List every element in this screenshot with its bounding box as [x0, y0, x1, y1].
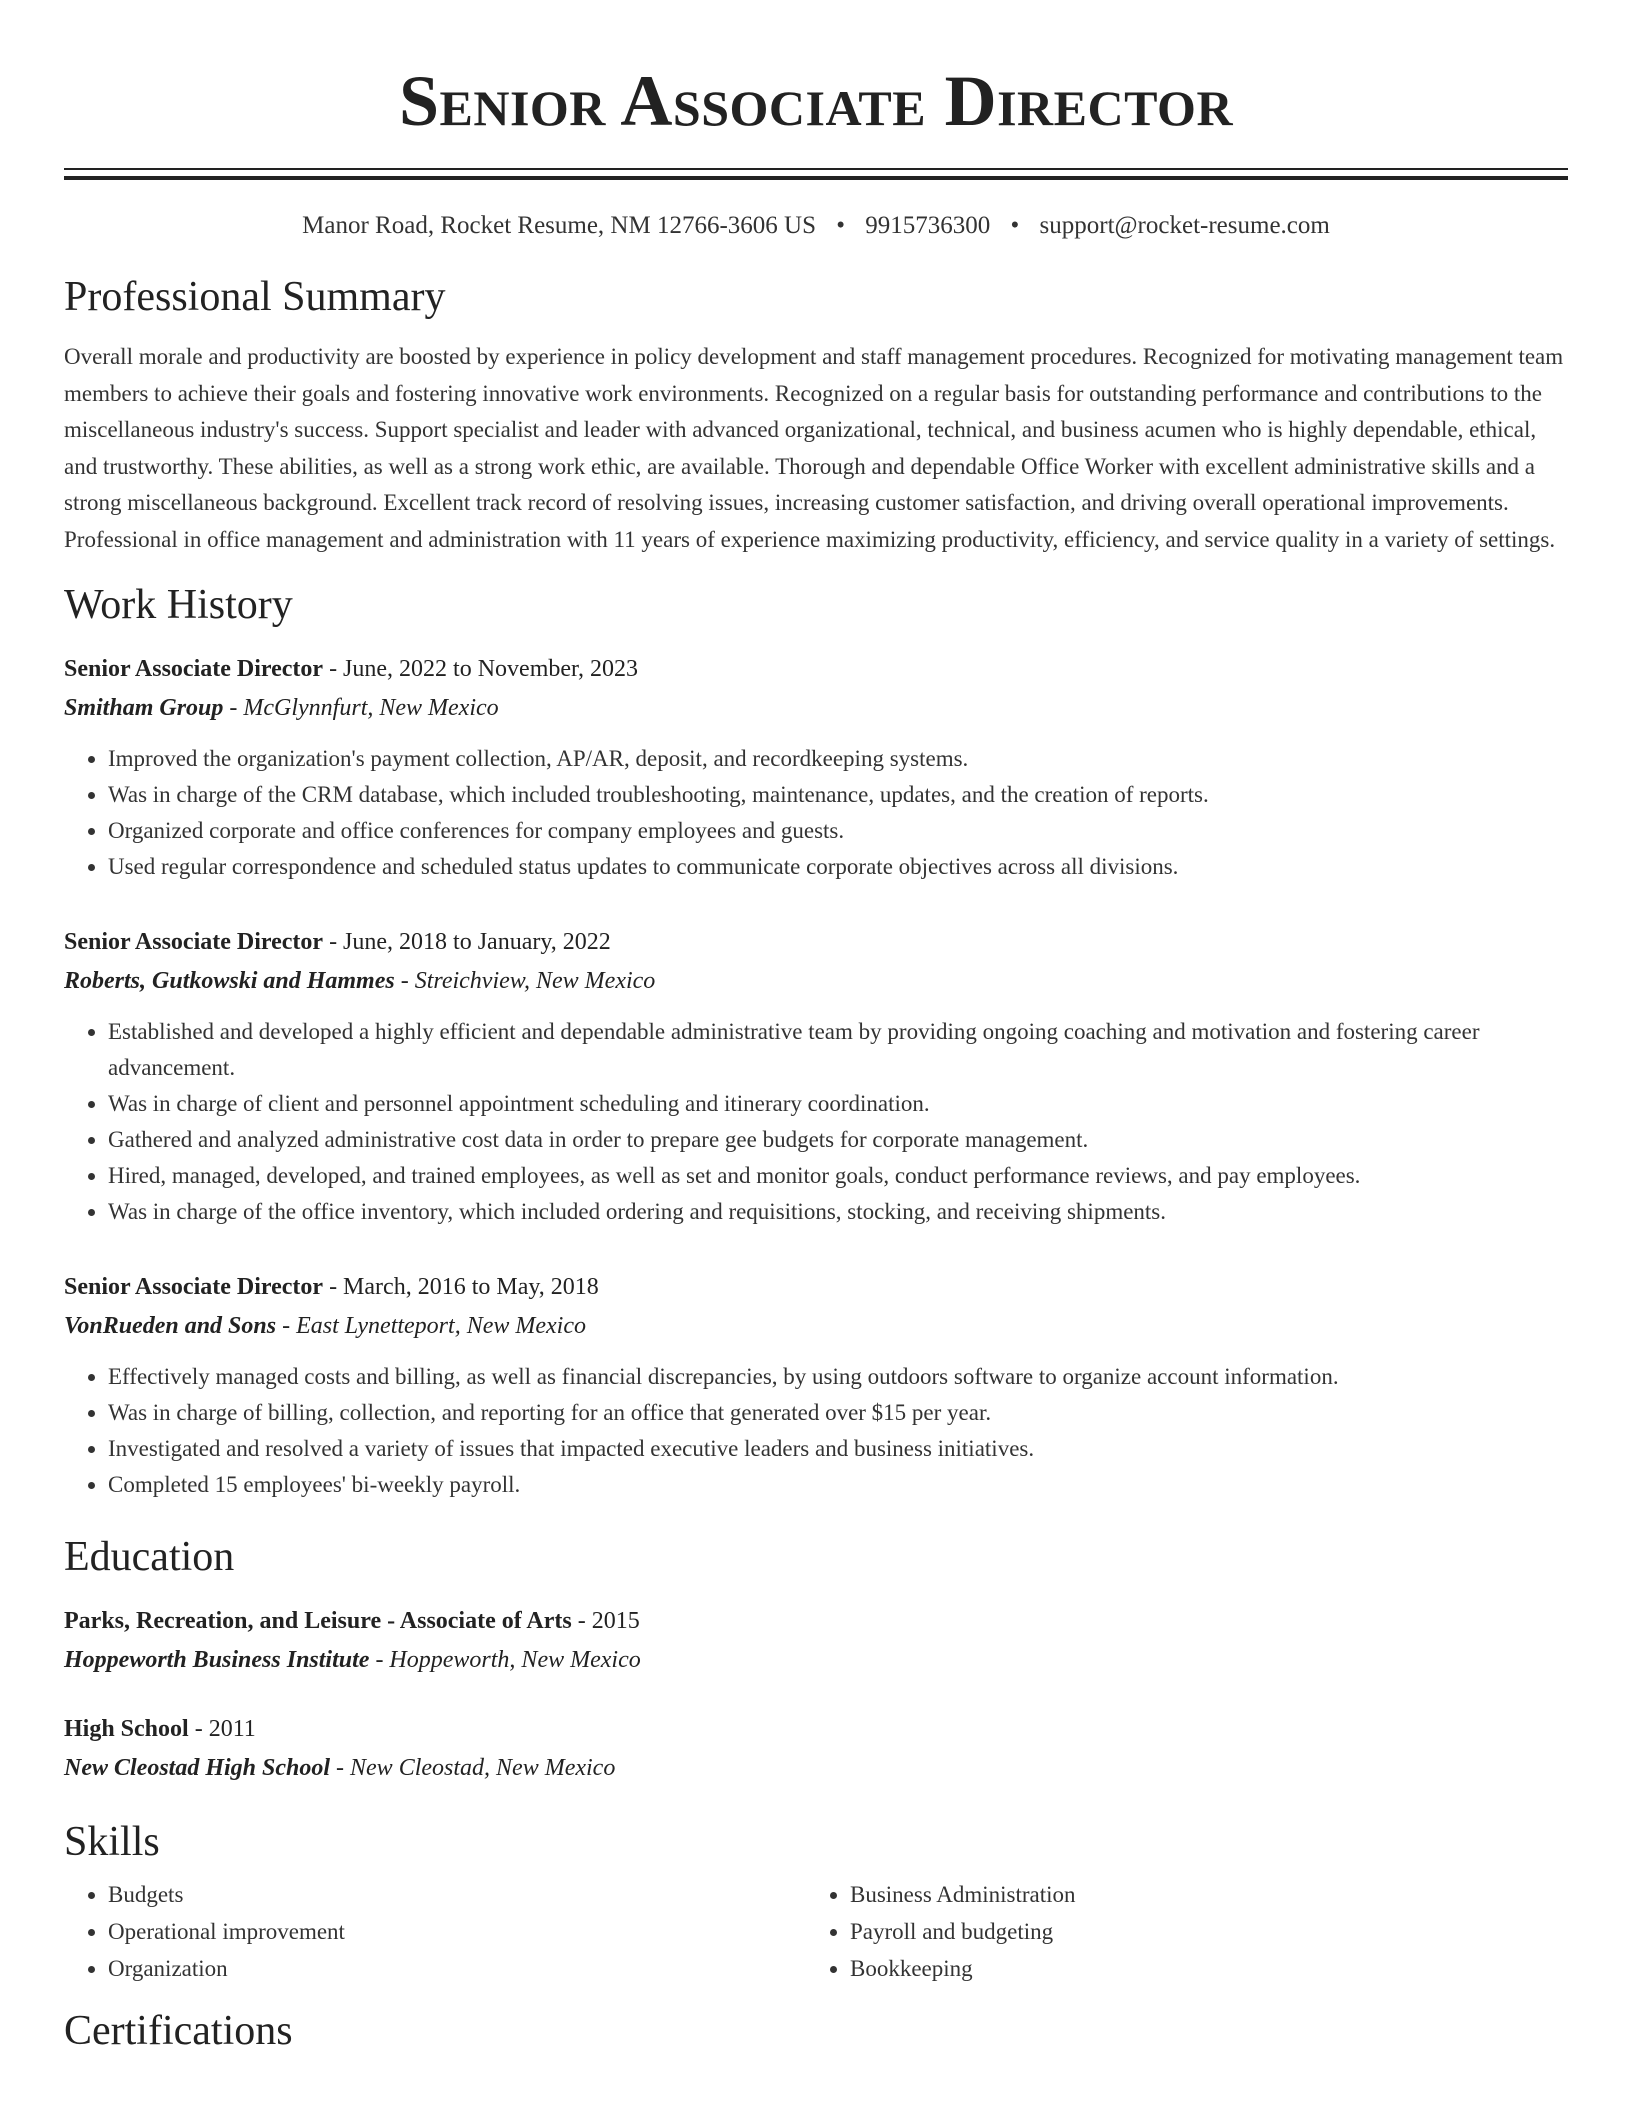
skills-heading: Skills [64, 1819, 160, 1865]
job-location: - East Lynetteport, New Mexico [276, 1313, 586, 1339]
job-employer [64, 961, 1568, 1001]
job-bullet: • Used regular correspondence and scheduled status updates to communicate corporate objectives across all divisions. [108, 849, 1568, 885]
summary-heading: Professional Summary [64, 274, 446, 320]
skill-item: • Bookkeeping [850, 1950, 1548, 1987]
job-entry [64, 923, 1568, 1230]
contact-separator: • [836, 212, 846, 239]
education-entry [64, 1602, 1568, 1680]
education-entry [64, 1710, 1568, 1788]
job-bullets [64, 741, 1568, 885]
job-role: Senior Associate Director [64, 656, 324, 682]
skill-item: • Organization [108, 1950, 806, 1987]
job-bullet: • Organized corporate and office conferences for company employees and guests. [108, 813, 1568, 849]
contact-email: support@rocket-resume.com [1039, 212, 1330, 239]
education-heading: Education [64, 1534, 235, 1580]
job-bullet: • Was in charge of the office inventory, which included ordering and requisitions, stocking, and receiving shipments. [108, 1194, 1568, 1230]
education-header [64, 1710, 1568, 1748]
job-employer [64, 688, 1568, 728]
contact-address: Manor Road, Rocket Resume, NM 12766-3606 US [302, 212, 816, 239]
education-location: - Hoppeworth, New Mexico [369, 1647, 641, 1673]
job-bullet: • Effectively managed costs and billing, as well as financial discrepancies, by using outdoors software to organize account information. [108, 1359, 1568, 1395]
job-bullets [64, 1014, 1568, 1230]
job-bullet: • Was in charge of client and personnel appointment scheduling and itinerary coordination. [108, 1086, 1568, 1122]
skill-item: • Business Administration [850, 1876, 1548, 1913]
job-header [64, 650, 1568, 688]
summary-text: Overall morale and productivity are boosted by experience in policy development and staff management procedures. Recognized for motivating management team members to achieve their goals and fostering innovative work environments. Recognized on a regular basis for outstanding performance and contributions to the miscellaneous industry's success. Support specialist and leader with advanced organizational, technical, and business acumen who is highly dependable, ethical, and trustworthy. These abilities, as well as a strong work ethic, are available. Thorough and dependable Office Worker with excellent administrative skills and a strong miscellaneous background. Excellent track record of resolving issues, increasing customer satisfaction, and driving overall operational improvements. Professional in office management and administration with 11 years of experience maximizing productivity, efficiency, and service quality in a variety of settings. [64, 344, 1564, 552]
header-double-rule [64, 168, 1568, 180]
job-entry [64, 1268, 1568, 1503]
job-role: Senior Associate Director [64, 929, 324, 955]
job-company: VonRueden and Sons [64, 1313, 277, 1339]
education-location: - New Cleostad, New Mexico [330, 1755, 616, 1781]
skill-item: • Operational improvement [108, 1913, 806, 1950]
skill-item: • Budgets [108, 1876, 806, 1913]
job-location: - Streichview, New Mexico [394, 968, 656, 994]
contact-phone: 9915736300 [865, 212, 991, 239]
skills-column-right [806, 1876, 1548, 1987]
job-employer [64, 1306, 1568, 1346]
skills-column-left [64, 1876, 806, 1987]
job-bullet: • Hired, managed, developed, and trained employees, as well as set and monitor goals, conduct performance reviews, and pay employees. [108, 1158, 1568, 1194]
job-role: Senior Associate Director [64, 1274, 324, 1300]
contact-separator: • [1010, 212, 1020, 239]
job-dates: - June, 2018 to January, 2022 [323, 929, 611, 955]
job-company: Roberts, Gutkowski and Hammes [64, 968, 395, 994]
job-dates: - June, 2022 to November, 2023 [323, 656, 639, 682]
contact-line [64, 209, 1568, 243]
certifications-heading: Certifications [64, 2008, 293, 2054]
job-dates: - March, 2016 to May, 2018 [323, 1274, 599, 1300]
job-bullet: • Completed 15 employees' bi-weekly payroll. [108, 1467, 1568, 1503]
education-year: - 2011 [188, 1716, 256, 1742]
job-bullet: • Was in charge of billing, collection, and reporting for an office that generated over $15 per year. [108, 1395, 1568, 1431]
job-location: - McGlynnfurt, New Mexico [223, 695, 499, 721]
education-school-line [64, 1640, 1568, 1680]
job-header [64, 923, 1568, 961]
education-school: New Cleostad High School [64, 1755, 331, 1781]
work-history-heading: Work History [64, 582, 293, 628]
job-entry [64, 650, 1568, 885]
job-bullet: • Improved the organization's payment collection, AP/AR, deposit, and recordkeeping systems. [108, 741, 1568, 777]
education-header [64, 1602, 1568, 1640]
resume-name: Senior Associate Director [398, 61, 1234, 141]
job-bullets [64, 1359, 1568, 1503]
education-school-line [64, 1748, 1568, 1788]
job-company: Smitham Group [64, 695, 224, 721]
job-bullet: • Was in charge of the CRM database, which included troubleshooting, maintenance, updates, and the creation of reports. [108, 777, 1568, 813]
job-header [64, 1268, 1568, 1306]
skill-item: • Payroll and budgeting [850, 1913, 1548, 1950]
job-bullet: • Gathered and analyzed administrative cost data in order to prepare gee budgets for corporate management. [108, 1122, 1568, 1158]
education-degree: High School [64, 1716, 189, 1742]
skills-grid [64, 1876, 1568, 1987]
education-degree: Parks, Recreation, and Leisure - Associate of Arts [64, 1608, 572, 1634]
job-bullet: • Investigated and resolved a variety of issues that impacted executive leaders and business initiatives. [108, 1431, 1568, 1467]
job-bullet: • Established and developed a highly efficient and dependable administrative team by providing ongoing coaching and motivation and fostering career advancement. [108, 1014, 1568, 1086]
education-year: - 2015 [571, 1608, 640, 1634]
education-school: Hoppeworth Business Institute [64, 1647, 370, 1673]
